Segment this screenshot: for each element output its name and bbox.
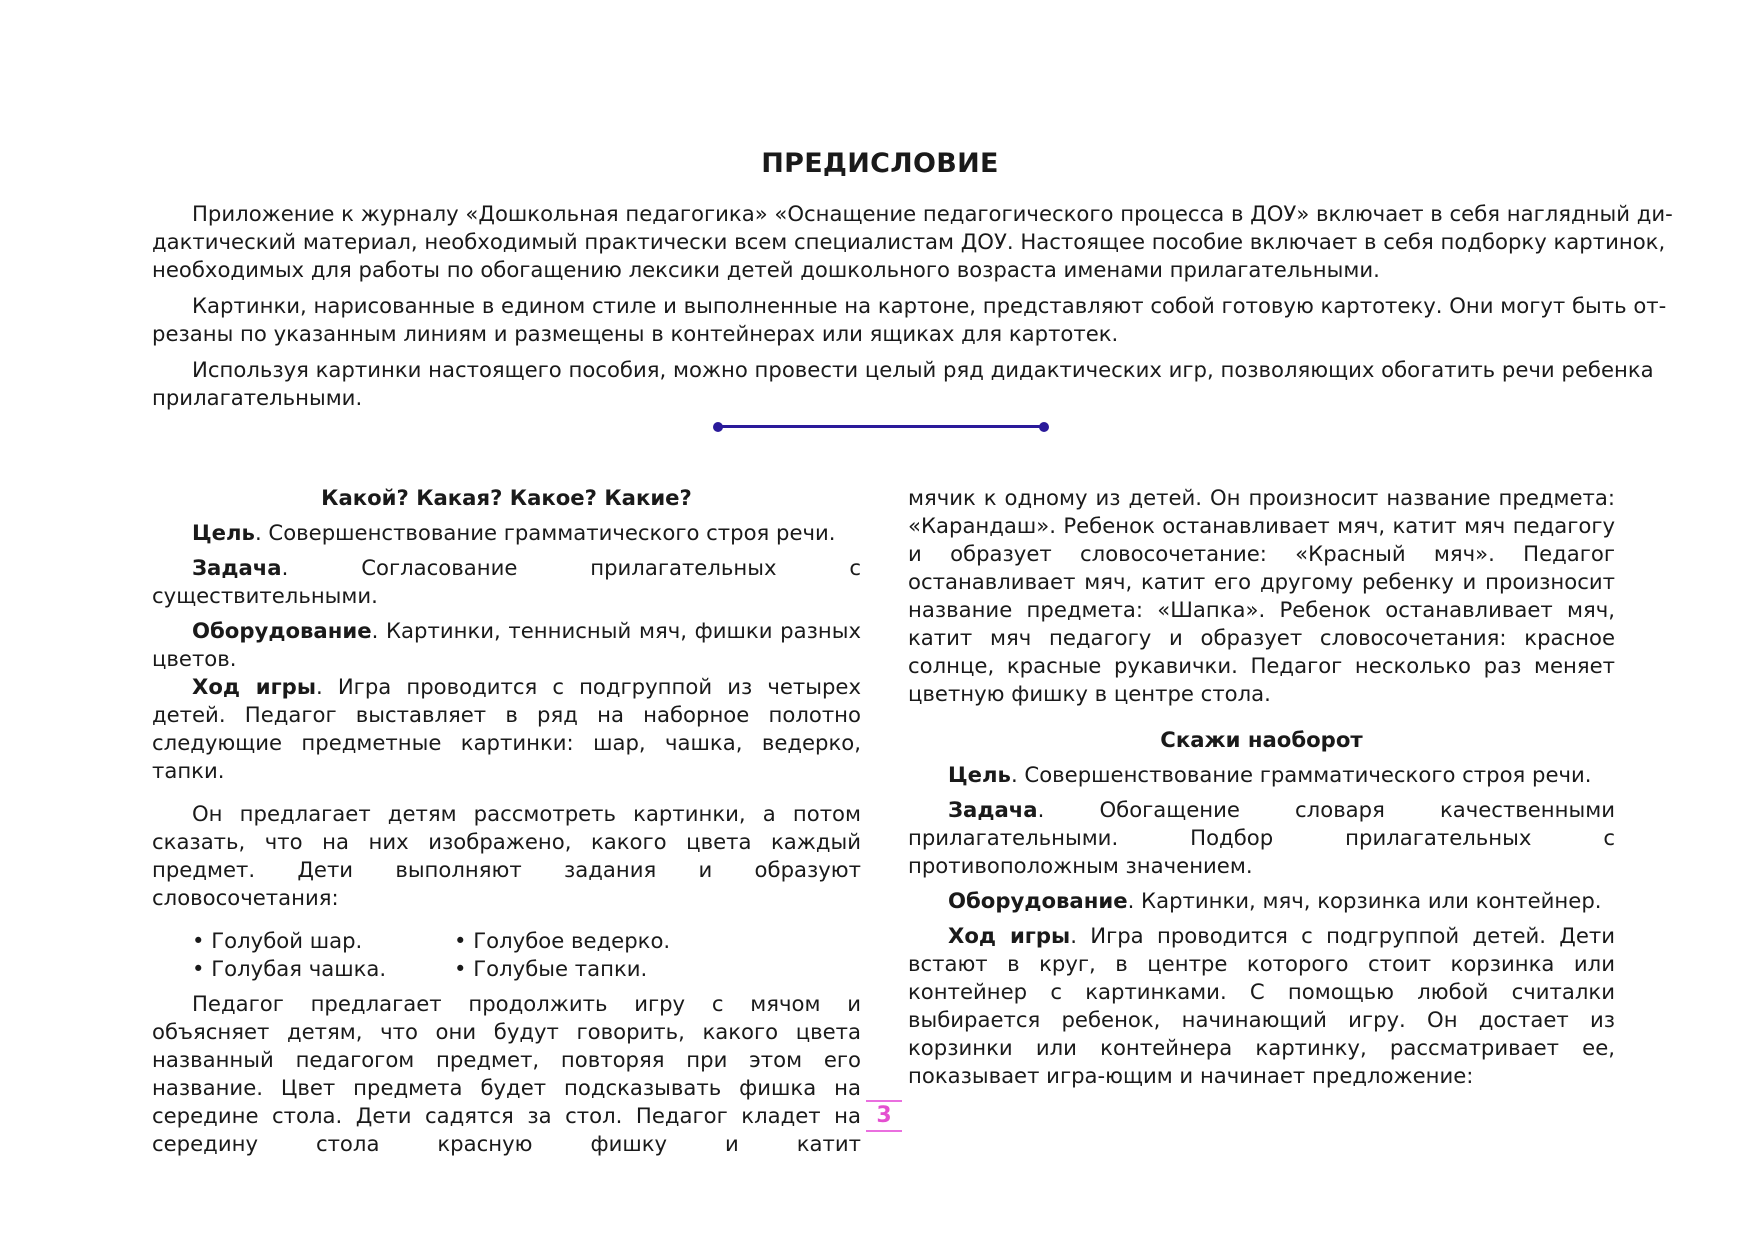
equipment-text: . Картинки, мяч, корзинка или контейнер. [1127,888,1602,913]
preface-text [152,200,1673,420]
game2-heading: Скажи наоборот [1160,727,1363,752]
game1-course [152,673,861,785]
game1-continuation: мячик к одному из детей. Он произносит название предмета: «Карандаш». Ребенок останавливает мяч, катит мяч педагогу и образует словосочетание: «Красный мяч». Педагог останавливает мяч, катит его другому ребенку и произносит название предмета: «Шапка». Ребенок останавливает мяч, катит мяч педагогу и образует словосочетания: красное солнце, красные рукавички. Педагог несколько раз меняет цветную фишку в центре стола. [908,485,1615,706]
game1-heading: Какой? Какая? Какое? Какие? [321,485,692,510]
preface-paragraph-3 [152,356,1654,412]
equipment-label: Оборудование [192,618,372,643]
section-divider [718,425,1044,428]
divider-dot-icon [713,422,723,432]
task-text: . Согласование прилагательных с существительными. [152,555,861,608]
game1-task [152,554,861,610]
text-line: Приложение к журналу «Дошкольная педагогика» «Оснащение педагогического процесса в ДОУ» включает в себя наглядный ди- [192,201,1673,226]
game1-bullet-list [152,927,861,983]
game1-goal [152,519,861,547]
text-line: дактический материал, необходимый практически всем специалистам ДОУ. Настоящее пособие включает в себя подборку картинок, [152,229,1666,254]
equipment-text: . Картинки, теннисный мяч, фишки разных цветов. [152,618,861,671]
bullet-item: • Голубая чашка. [192,956,387,981]
task-label: Задача [948,797,1038,822]
task-text: . Обогащение словаря качественными прилагательными. Подбор прилагательных с противоположным значением. [908,797,1615,878]
text-line: Используя картинки настоящего пособия, можно провести целый ряд дидактических игр, позволяющих обогатить речи ребенка [192,357,1654,382]
game1-equipment [152,617,861,673]
game2-course [908,922,1615,1090]
course-text: . Игра проводится с подгруппой детей. Дети встают в круг, в центре которого стоит корзинка или контейнер с картинками. С помощью любой считалки выбирается ребенок, начинающий игру. Он достает из корзинки или контейнера картинку, рассматривает ее, показывает игра-ющим и начинает предложение: [908,923,1615,1088]
left-column [152,484,861,1158]
text-line: резаны по указанным линиям и размещены в контейнерах или ящиках для картотек. [152,321,1119,346]
preface-paragraph-1 [152,200,1673,284]
course-label: Ход игры [948,923,1071,948]
page-title: ПРЕДИСЛОВИЕ [761,148,999,179]
goal-label: Цель [192,520,255,545]
goal-label: Цель [948,762,1011,787]
task-label: Задача [192,555,282,580]
equipment-label: Оборудование [948,888,1128,913]
game2-task [908,796,1615,880]
course-label: Ход игры [192,674,316,699]
bullet-item: • Голубые тапки. [454,956,648,981]
text-line: Картинки, нарисованные в едином стиле и выполненные на картоне, представляют собой готовую картотеку. Они могут быть от- [192,293,1667,318]
divider-dot-icon [1039,422,1049,432]
goal-text: . Совершенствование грамматического строя речи. [254,520,836,545]
goal-text: . Совершенствование грамматического строя речи. [1010,762,1592,787]
text-line: необходимых для работы по обогащению лексики детей дошкольного возраста именами прилагательными. [152,257,1380,282]
bullet-item: • Голубой шар. [192,928,363,953]
game1-paragraph-3: Педагог предлагает продолжить игру с мячом и объясняет детям, что они будут говорить, какого цвета названный педагогом предмет, повторяя при этом его название. Цвет предмета будет подсказывать фишка на середине стола. Дети садятся за стол. Педагог кладет на середину стола красную фишку и катит [152,991,861,1156]
page-number: 3 [866,1100,902,1132]
game2-goal [908,761,1615,789]
game2-equipment [908,887,1615,915]
course-text: . Игра проводится с подгруппой из четырех детей. Педагог выставляет в ряд на наборное полотно следующие предметные картинки: шар, чашка, ведерко, тапки. [152,674,861,783]
text-line: прилагательными. [152,385,363,410]
bullet-item: • Голубое ведерко. [454,928,671,953]
preface-paragraph-2 [152,292,1667,348]
game1-paragraph-2: Он предлагает детям рассмотреть картинки, а потом сказать, что на них изображено, какого цвета каждый предмет. Дети выполняют задания и образуют словосочетания: [152,801,861,910]
right-column [908,484,1615,1090]
